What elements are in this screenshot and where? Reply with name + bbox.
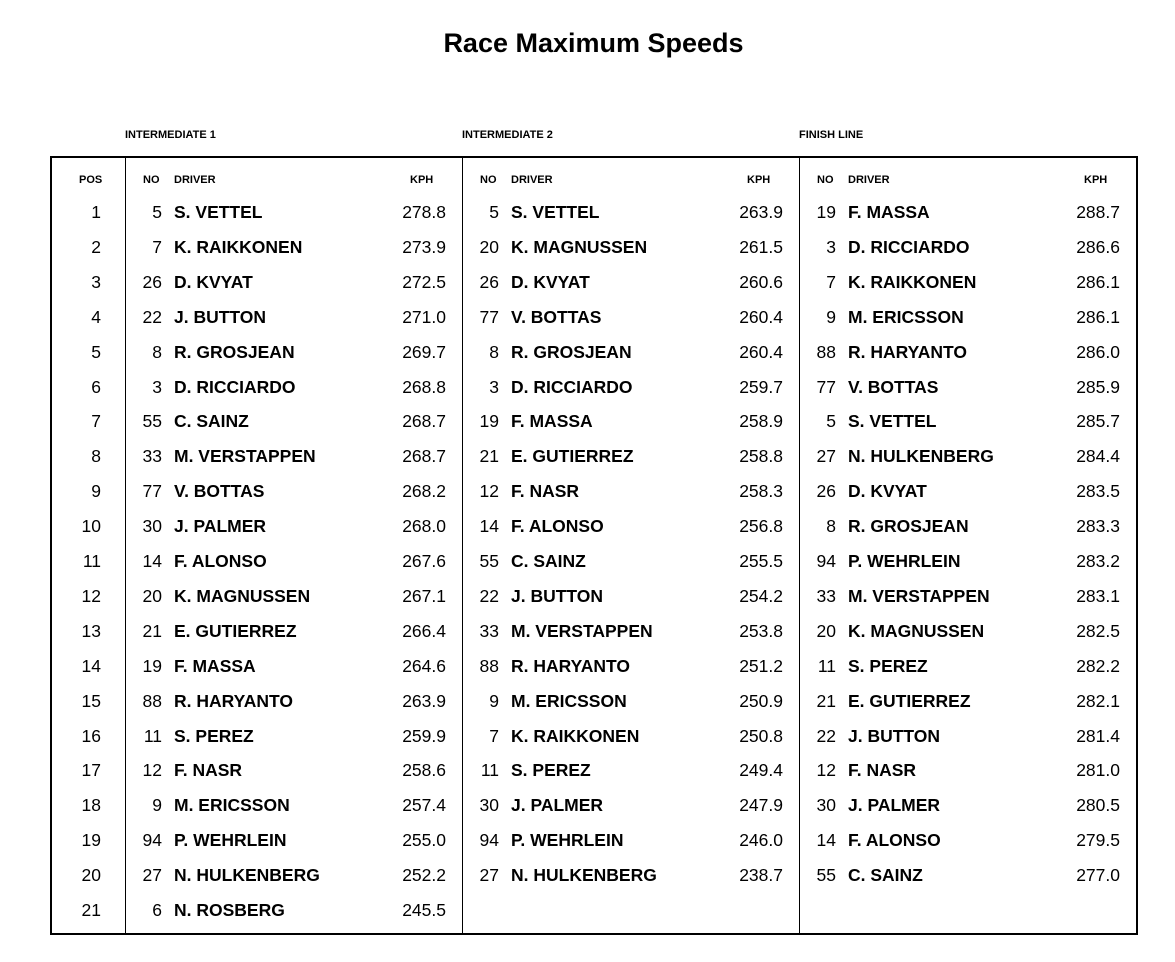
position-cell: 14 bbox=[81, 655, 101, 676]
speed-kph-cell: 267.1 bbox=[402, 585, 446, 606]
car-number-cell: 21 bbox=[142, 620, 162, 641]
car-number-cell: 33 bbox=[479, 620, 499, 641]
speed-kph-cell: 267.6 bbox=[402, 551, 446, 571]
driver-name-cell: S. PEREZ bbox=[511, 760, 591, 781]
header-kph: KPH bbox=[410, 174, 434, 186]
speed-kph-cell: 264.6 bbox=[402, 655, 446, 676]
driver-name-cell: M. VERSTAPPEN bbox=[511, 620, 653, 641]
driver-name-cell: N. HULKENBERG bbox=[848, 446, 994, 467]
speed-kph-cell: 277.0 bbox=[1076, 865, 1120, 886]
speed-kph-cell: 271.0 bbox=[402, 306, 446, 327]
driver-name-cell: N. HULKENBERG bbox=[511, 865, 657, 886]
car-number-cell: 30 bbox=[142, 516, 162, 537]
driver-name-cell: N. ROSBERG bbox=[174, 900, 285, 920]
car-number-cell: 7 bbox=[826, 271, 836, 292]
position-cell: 6 bbox=[91, 376, 101, 397]
section-label-intermediate-1: INTERMEDIATE 1 bbox=[125, 129, 216, 141]
speed-kph-cell: 268.7 bbox=[402, 411, 446, 432]
driver-name-cell: F. NASR bbox=[174, 760, 243, 781]
car-number-cell: 6 bbox=[152, 900, 162, 920]
car-number-cell: 26 bbox=[816, 481, 836, 502]
table-row bbox=[0, 830, 1175, 865]
driver-name-cell: V. BOTTAS bbox=[174, 481, 265, 502]
position-cell: 7 bbox=[91, 411, 101, 432]
speed-kph-cell: 288.7 bbox=[1076, 202, 1120, 222]
speed-kph-cell: 269.7 bbox=[402, 341, 446, 362]
speed-kph-cell: 286.0 bbox=[1076, 341, 1120, 362]
speed-kph-cell: 282.5 bbox=[1076, 620, 1120, 641]
car-number-cell: 20 bbox=[816, 620, 836, 641]
speed-kph-cell: 272.5 bbox=[402, 271, 446, 292]
speed-kph-cell: 263.9 bbox=[739, 202, 783, 222]
car-number-cell: 30 bbox=[816, 795, 836, 816]
driver-name-cell: K. RAIKKONEN bbox=[511, 725, 640, 746]
speed-kph-cell: 282.1 bbox=[1076, 690, 1120, 711]
position-cell: 4 bbox=[91, 306, 101, 327]
header-driver: DRIVER bbox=[174, 174, 216, 186]
driver-name-cell: V. BOTTAS bbox=[511, 306, 602, 327]
speed-kph-cell: 245.5 bbox=[402, 900, 446, 920]
driver-name-cell: E. GUTIERREZ bbox=[848, 690, 971, 711]
speed-kph-cell: 249.4 bbox=[739, 760, 783, 781]
driver-name-cell: S. VETTEL bbox=[848, 411, 937, 432]
car-number-cell: 27 bbox=[816, 446, 836, 467]
car-number-cell: 19 bbox=[479, 411, 499, 432]
car-number-cell: 30 bbox=[479, 795, 499, 816]
speed-kph-cell: 261.5 bbox=[739, 236, 783, 257]
driver-name-cell: K. RAIKKONEN bbox=[174, 236, 303, 257]
position-cell: 21 bbox=[81, 900, 101, 920]
driver-name-cell: C. SAINZ bbox=[848, 865, 923, 886]
position-cell: 3 bbox=[91, 271, 101, 292]
header-no: NO bbox=[480, 174, 497, 186]
driver-name-cell: V. BOTTAS bbox=[848, 376, 939, 397]
header-kph: KPH bbox=[747, 174, 771, 186]
car-number-cell: 22 bbox=[479, 585, 499, 606]
car-number-cell: 26 bbox=[479, 271, 499, 292]
car-number-cell: 8 bbox=[152, 341, 162, 362]
driver-name-cell: F. ALONSO bbox=[174, 551, 267, 571]
car-number-cell: 22 bbox=[816, 725, 836, 746]
car-number-cell: 11 bbox=[480, 760, 499, 781]
header-driver: DRIVER bbox=[848, 174, 890, 186]
table-row bbox=[0, 342, 1175, 377]
driver-name-cell: M. VERSTAPPEN bbox=[848, 585, 990, 606]
driver-name-cell: F. MASSA bbox=[848, 202, 930, 222]
car-number-cell: 20 bbox=[479, 236, 499, 257]
speed-kph-cell: 263.9 bbox=[402, 690, 446, 711]
car-number-cell: 88 bbox=[816, 341, 836, 362]
car-number-cell: 11 bbox=[143, 725, 162, 746]
speed-kph-cell: 286.6 bbox=[1076, 236, 1120, 257]
table-row bbox=[0, 795, 1175, 830]
position-cell: 2 bbox=[91, 236, 101, 257]
position-cell: 19 bbox=[81, 830, 101, 851]
header-no: NO bbox=[817, 174, 834, 186]
speed-kph-cell: 254.2 bbox=[739, 585, 783, 606]
car-number-cell: 8 bbox=[489, 341, 499, 362]
car-number-cell: 7 bbox=[152, 236, 162, 257]
speed-kph-cell: 260.6 bbox=[739, 271, 783, 292]
car-number-cell: 11 bbox=[817, 655, 836, 676]
table-row bbox=[0, 586, 1175, 621]
speed-kph-cell: 285.9 bbox=[1076, 376, 1120, 397]
table-row bbox=[0, 411, 1175, 446]
speed-kph-cell: 273.9 bbox=[402, 236, 446, 257]
car-number-cell: 3 bbox=[152, 376, 162, 397]
car-number-cell: 9 bbox=[152, 795, 162, 816]
driver-name-cell: P. WEHRLEIN bbox=[511, 830, 624, 851]
car-number-cell: 20 bbox=[142, 585, 162, 606]
driver-name-cell: N. HULKENBERG bbox=[174, 865, 320, 886]
speed-kph-cell: 280.5 bbox=[1076, 795, 1120, 816]
driver-name-cell: M. ERICSSON bbox=[848, 306, 964, 327]
driver-name-cell: S. PEREZ bbox=[848, 655, 928, 676]
car-number-cell: 77 bbox=[816, 376, 836, 397]
speed-kph-cell: 266.4 bbox=[402, 620, 446, 641]
driver-name-cell: M. ERICSSON bbox=[511, 690, 627, 711]
driver-name-cell: R. GROSJEAN bbox=[174, 341, 295, 362]
speed-kph-cell: 259.7 bbox=[739, 376, 783, 397]
table-row bbox=[0, 202, 1175, 237]
driver-name-cell: M. ERICSSON bbox=[174, 795, 290, 816]
driver-name-cell: F. NASR bbox=[511, 481, 580, 502]
speed-kph-cell: 250.8 bbox=[739, 725, 783, 746]
driver-name-cell: K. MAGNUSSEN bbox=[511, 236, 648, 257]
speed-kph-cell: 250.9 bbox=[739, 690, 783, 711]
speed-kph-cell: 260.4 bbox=[739, 341, 783, 362]
car-number-cell: 9 bbox=[826, 306, 836, 327]
table-row bbox=[0, 237, 1175, 272]
speed-kph-cell: 251.2 bbox=[739, 655, 783, 676]
car-number-cell: 14 bbox=[479, 516, 499, 537]
car-number-cell: 27 bbox=[479, 865, 499, 886]
position-cell: 8 bbox=[91, 446, 101, 467]
section-label-intermediate-2: INTERMEDIATE 2 bbox=[462, 129, 553, 141]
section-label-finish-line: FINISH LINE bbox=[799, 129, 864, 141]
speed-kph-cell: 247.9 bbox=[739, 795, 783, 816]
car-number-cell: 19 bbox=[816, 202, 836, 222]
car-number-cell: 3 bbox=[489, 376, 499, 397]
speed-kph-cell: 282.2 bbox=[1076, 655, 1120, 676]
speed-kph-cell: 255.5 bbox=[739, 551, 783, 571]
table-row bbox=[0, 446, 1175, 481]
speed-kph-cell: 260.4 bbox=[739, 306, 783, 327]
speed-kph-cell: 268.0 bbox=[402, 516, 446, 537]
table-row bbox=[0, 900, 1175, 935]
table-row bbox=[0, 760, 1175, 795]
position-cell: 20 bbox=[81, 865, 101, 886]
position-cell: 10 bbox=[81, 516, 101, 537]
position-cell: 9 bbox=[91, 481, 101, 502]
car-number-cell: 88 bbox=[142, 690, 162, 711]
speed-kph-cell: 283.3 bbox=[1076, 516, 1120, 537]
table-row bbox=[0, 726, 1175, 761]
car-number-cell: 5 bbox=[826, 411, 836, 432]
speed-kph-cell: 252.2 bbox=[402, 865, 446, 886]
speed-kph-cell: 284.4 bbox=[1076, 446, 1120, 467]
speed-kph-cell: 283.1 bbox=[1076, 585, 1120, 606]
driver-name-cell: M. VERSTAPPEN bbox=[174, 446, 316, 467]
position-cell: 5 bbox=[91, 341, 101, 362]
driver-name-cell: D. KVYAT bbox=[511, 271, 590, 292]
speed-kph-cell: 268.8 bbox=[402, 376, 446, 397]
driver-name-cell: F. NASR bbox=[848, 760, 917, 781]
driver-name-cell: D. RICCIARDO bbox=[511, 376, 633, 397]
speed-kph-cell: 246.0 bbox=[739, 830, 783, 851]
table-row bbox=[0, 307, 1175, 342]
car-number-cell: 33 bbox=[142, 446, 162, 467]
driver-name-cell: P. WEHRLEIN bbox=[848, 551, 961, 571]
table-row bbox=[0, 272, 1175, 307]
table-row bbox=[0, 621, 1175, 656]
driver-name-cell: S. VETTEL bbox=[174, 202, 263, 222]
car-number-cell: 3 bbox=[826, 236, 836, 257]
car-number-cell: 94 bbox=[142, 830, 162, 851]
car-number-cell: 19 bbox=[142, 655, 162, 676]
speed-kph-cell: 256.8 bbox=[739, 516, 783, 537]
driver-name-cell: J. BUTTON bbox=[511, 585, 604, 606]
speed-kph-cell: 268.7 bbox=[402, 446, 446, 467]
car-number-cell: 12 bbox=[816, 760, 836, 781]
table-row bbox=[0, 377, 1175, 412]
driver-name-cell: F. MASSA bbox=[511, 411, 593, 432]
driver-name-cell: J. PALMER bbox=[511, 795, 604, 816]
car-number-cell: 21 bbox=[479, 446, 499, 467]
speed-kph-cell: 286.1 bbox=[1076, 306, 1120, 327]
car-number-cell: 27 bbox=[142, 865, 162, 886]
position-cell: 11 bbox=[82, 551, 101, 571]
car-number-cell: 12 bbox=[142, 760, 162, 781]
speed-kph-cell: 285.7 bbox=[1076, 411, 1120, 432]
driver-name-cell: J. PALMER bbox=[174, 516, 267, 537]
car-number-cell: 14 bbox=[142, 551, 162, 571]
car-number-cell: 26 bbox=[142, 271, 162, 292]
position-cell: 1 bbox=[91, 202, 101, 222]
speed-kph-cell: 258.9 bbox=[739, 411, 783, 432]
position-cell: 16 bbox=[81, 725, 101, 746]
page-title: Race Maximum Speeds bbox=[443, 28, 744, 58]
driver-name-cell: D. RICCIARDO bbox=[174, 376, 296, 397]
speed-kph-cell: 258.8 bbox=[739, 446, 783, 467]
table-row bbox=[0, 865, 1175, 900]
car-number-cell: 55 bbox=[479, 551, 499, 571]
car-number-cell: 55 bbox=[816, 865, 836, 886]
speed-kph-cell: 255.0 bbox=[402, 830, 446, 851]
car-number-cell: 14 bbox=[816, 830, 836, 851]
driver-name-cell: P. WEHRLEIN bbox=[174, 830, 287, 851]
driver-name-cell: E. GUTIERREZ bbox=[174, 620, 297, 641]
table-row bbox=[0, 481, 1175, 516]
driver-name-cell: R. HARYANTO bbox=[511, 655, 630, 676]
speed-kph-cell: 278.8 bbox=[402, 202, 446, 222]
speed-kph-cell: 238.7 bbox=[739, 865, 783, 886]
car-number-cell: 33 bbox=[816, 585, 836, 606]
driver-name-cell: S. PEREZ bbox=[174, 725, 254, 746]
table-row bbox=[0, 516, 1175, 551]
driver-name-cell: S. VETTEL bbox=[511, 202, 600, 222]
driver-name-cell: F. ALONSO bbox=[511, 516, 604, 537]
speed-kph-cell: 286.1 bbox=[1076, 271, 1120, 292]
speed-kph-cell: 281.0 bbox=[1076, 760, 1120, 781]
car-number-cell: 88 bbox=[479, 655, 499, 676]
driver-name-cell: D. KVYAT bbox=[848, 481, 927, 502]
driver-name-cell: C. SAINZ bbox=[174, 411, 249, 432]
car-number-cell: 77 bbox=[479, 306, 499, 327]
car-number-cell: 9 bbox=[489, 690, 499, 711]
speed-kph-cell: 268.2 bbox=[402, 481, 446, 502]
table-row bbox=[0, 551, 1175, 586]
driver-name-cell: K. MAGNUSSEN bbox=[174, 585, 311, 606]
driver-name-cell: J. PALMER bbox=[848, 795, 941, 816]
header-kph: KPH bbox=[1084, 174, 1108, 186]
header-driver: DRIVER bbox=[511, 174, 553, 186]
speed-kph-cell: 279.5 bbox=[1076, 830, 1120, 851]
car-number-cell: 5 bbox=[152, 202, 162, 222]
driver-name-cell: F. MASSA bbox=[174, 655, 256, 676]
car-number-cell: 12 bbox=[479, 481, 499, 502]
car-number-cell: 7 bbox=[489, 725, 499, 746]
driver-name-cell: R. GROSJEAN bbox=[848, 516, 969, 537]
speed-kph-cell: 253.8 bbox=[739, 620, 783, 641]
driver-name-cell: C. SAINZ bbox=[511, 551, 586, 571]
car-number-cell: 94 bbox=[479, 830, 499, 851]
position-cell: 12 bbox=[81, 585, 101, 606]
car-number-cell: 22 bbox=[142, 306, 162, 327]
header-pos: POS bbox=[79, 174, 103, 186]
speed-kph-cell: 257.4 bbox=[402, 795, 446, 816]
speed-kph-cell: 258.3 bbox=[739, 481, 783, 502]
driver-name-cell: R. GROSJEAN bbox=[511, 341, 632, 362]
driver-name-cell: J. BUTTON bbox=[848, 725, 941, 746]
speed-kph-cell: 258.6 bbox=[402, 760, 446, 781]
speed-kph-cell: 283.5 bbox=[1076, 481, 1120, 502]
driver-name-cell: J. BUTTON bbox=[174, 306, 267, 327]
table-row bbox=[0, 656, 1175, 691]
speed-kph-cell: 283.2 bbox=[1076, 551, 1120, 571]
driver-name-cell: K. RAIKKONEN bbox=[848, 271, 977, 292]
driver-name-cell: E. GUTIERREZ bbox=[511, 446, 634, 467]
car-number-cell: 21 bbox=[816, 690, 836, 711]
driver-name-cell: D. KVYAT bbox=[174, 271, 253, 292]
car-number-cell: 94 bbox=[816, 551, 836, 571]
speed-kph-cell: 281.4 bbox=[1076, 725, 1120, 746]
position-cell: 15 bbox=[81, 690, 101, 711]
speed-kph-cell: 259.9 bbox=[402, 725, 446, 746]
driver-name-cell: D. RICCIARDO bbox=[848, 236, 970, 257]
driver-name-cell: R. HARYANTO bbox=[848, 341, 967, 362]
driver-name-cell: K. MAGNUSSEN bbox=[848, 620, 985, 641]
position-cell: 18 bbox=[81, 795, 101, 816]
car-number-cell: 55 bbox=[142, 411, 162, 432]
header-no: NO bbox=[143, 174, 160, 186]
position-cell: 17 bbox=[81, 760, 101, 781]
table-row bbox=[0, 691, 1175, 726]
driver-name-cell: F. ALONSO bbox=[848, 830, 941, 851]
car-number-cell: 8 bbox=[826, 516, 836, 537]
position-cell: 13 bbox=[81, 620, 101, 641]
car-number-cell: 5 bbox=[489, 202, 499, 222]
driver-name-cell: R. HARYANTO bbox=[174, 690, 293, 711]
car-number-cell: 77 bbox=[142, 481, 162, 502]
